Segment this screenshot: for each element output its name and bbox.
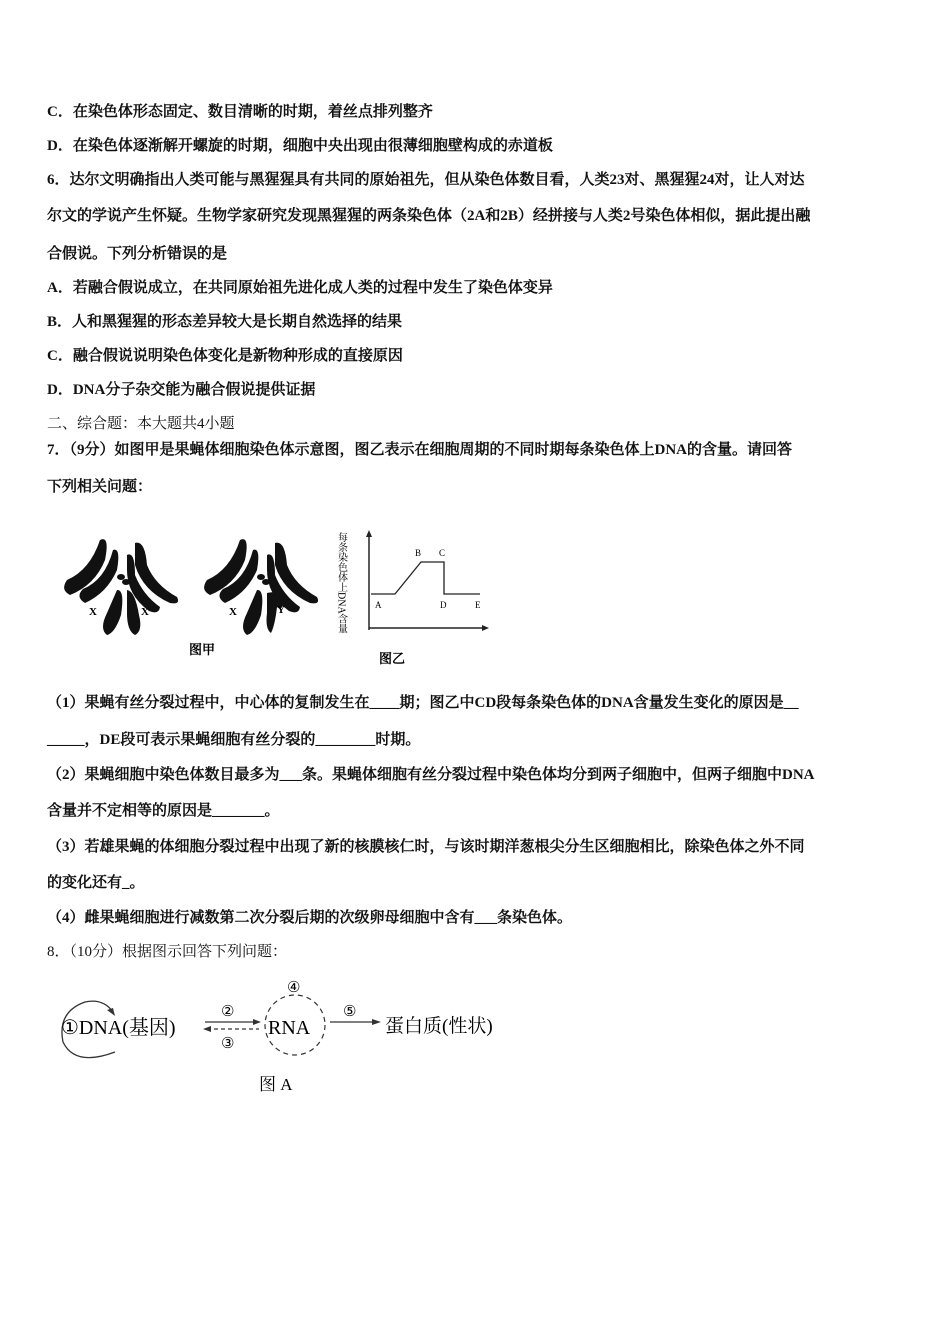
point-e-label: E (475, 600, 481, 610)
q7-sub-line: （3）若雄果蝇的体细胞分裂过程中出现了新的核膜核仁时，与该时期洋葱根尖分生区细胞相比，除染色体之外不同 (47, 839, 805, 855)
point-c-label: C (439, 548, 446, 558)
q6-stem-line: 尔文的学说产生怀疑。生物学家研究发现黑猩猩的两条染色体（2A和2B）经拼接与人类2号染色体相似，据此提出融 (47, 208, 811, 224)
q6-option-d: D．DNA分子杂交能为融合假说提供证据 (47, 382, 316, 398)
dna-label: ①DNA(基因) (61, 1017, 176, 1039)
figure-yi-ylabel: 每条染色体上DNA含量 (335, 532, 347, 634)
figure-yi-chart (335, 522, 495, 670)
q7-sub-line: （1）果蝇有丝分裂过程中，中心体的复制发生在____期；图乙中CD段每条染色体的DNA含量发生变化的原因是__ (47, 695, 799, 711)
q6-stem-line: 合假说。下列分析错误的是 (47, 246, 228, 262)
chromosome-set-male (204, 539, 318, 635)
step-5-label: ⑤ (343, 1004, 357, 1020)
q7-stem-line: 7．（9分）如图甲是果蝇体细胞染色体示意图，图乙表示在细胞周期的不同时期每条染色体上DNA的含量。请回答 (47, 442, 793, 458)
q6-option-b: B．人和黑猩猩的形态差异较大是长期自然选择的结果 (47, 314, 403, 330)
label-x: X (229, 606, 237, 618)
q6-option-c: C．融合假说说明染色体变化是新物种形成的直接原因 (47, 348, 403, 364)
figure-jia-caption: 图甲 (189, 642, 216, 657)
figure-a-central-dogma (55, 972, 545, 1100)
q7-sub-line: 的变化还有_。 (47, 875, 145, 891)
figure-yi-caption: 图乙 (379, 651, 406, 666)
point-b-label: B (415, 548, 422, 558)
step-4-label: ④ (287, 980, 301, 996)
y-axis-arrow (366, 530, 372, 537)
chromosome-set-female (64, 539, 178, 635)
label-y: Y (277, 604, 285, 616)
q7-sub-line: 含量并不定相等的原因是_______。 (47, 803, 280, 819)
q7-sub-line: _____，DE段可表示果蝇细胞有丝分裂的________时期。 (47, 732, 421, 748)
q8-stem: 8．（10分）根据图示回答下列问题： (47, 944, 288, 960)
q5-option-d: D．在染色体逐渐解开螺旋的时期，细胞中央出现由很薄细胞壁构成的赤道板 (47, 138, 553, 154)
step-2-label: ② (221, 1004, 235, 1020)
q7-stem-line: 下列相关问题： (47, 479, 153, 495)
q7-sub-line: （4）雌果蝇细胞进行减数第二次分裂后期的次级卵母细胞中含有___条染色体。 (47, 910, 573, 926)
rna-label: RNA (268, 1017, 311, 1039)
q5-option-c: C．在染色体形态固定、数目清晰的时期，着丝点排列整齐 (47, 104, 433, 120)
point-a-label: A (375, 600, 382, 610)
x-axis-arrow (482, 625, 489, 631)
step-3-label: ③ (221, 1036, 235, 1052)
q6-option-a: A．若融合假说成立，在共同原始祖先进化成人类的过程中发生了染色体变异 (47, 280, 553, 296)
point-d-label: D (440, 600, 447, 610)
section-title: 二、综合题：本大题共4小题 (47, 416, 235, 432)
figure-a-caption: 图 A (259, 1075, 293, 1094)
dna-content-line (371, 562, 480, 594)
q6-stem-line: 6．达尔文明确指出人类可能与黑猩猩具有共同的原始祖先，但从染色体数目看，人类23对、黑猩猩24对，让人对达 (47, 172, 805, 188)
figure-jia-chromosomes (55, 525, 335, 665)
q7-sub-line: （2）果蝇细胞中染色体数目最多为___条。果蝇体细胞有丝分裂过程中染色体均分到两子细胞中，但两子细胞中DNA (47, 767, 815, 783)
label-x: X (89, 606, 97, 618)
protein-label: 蛋白质(性状) (385, 1016, 493, 1037)
label-x: X (141, 606, 149, 618)
